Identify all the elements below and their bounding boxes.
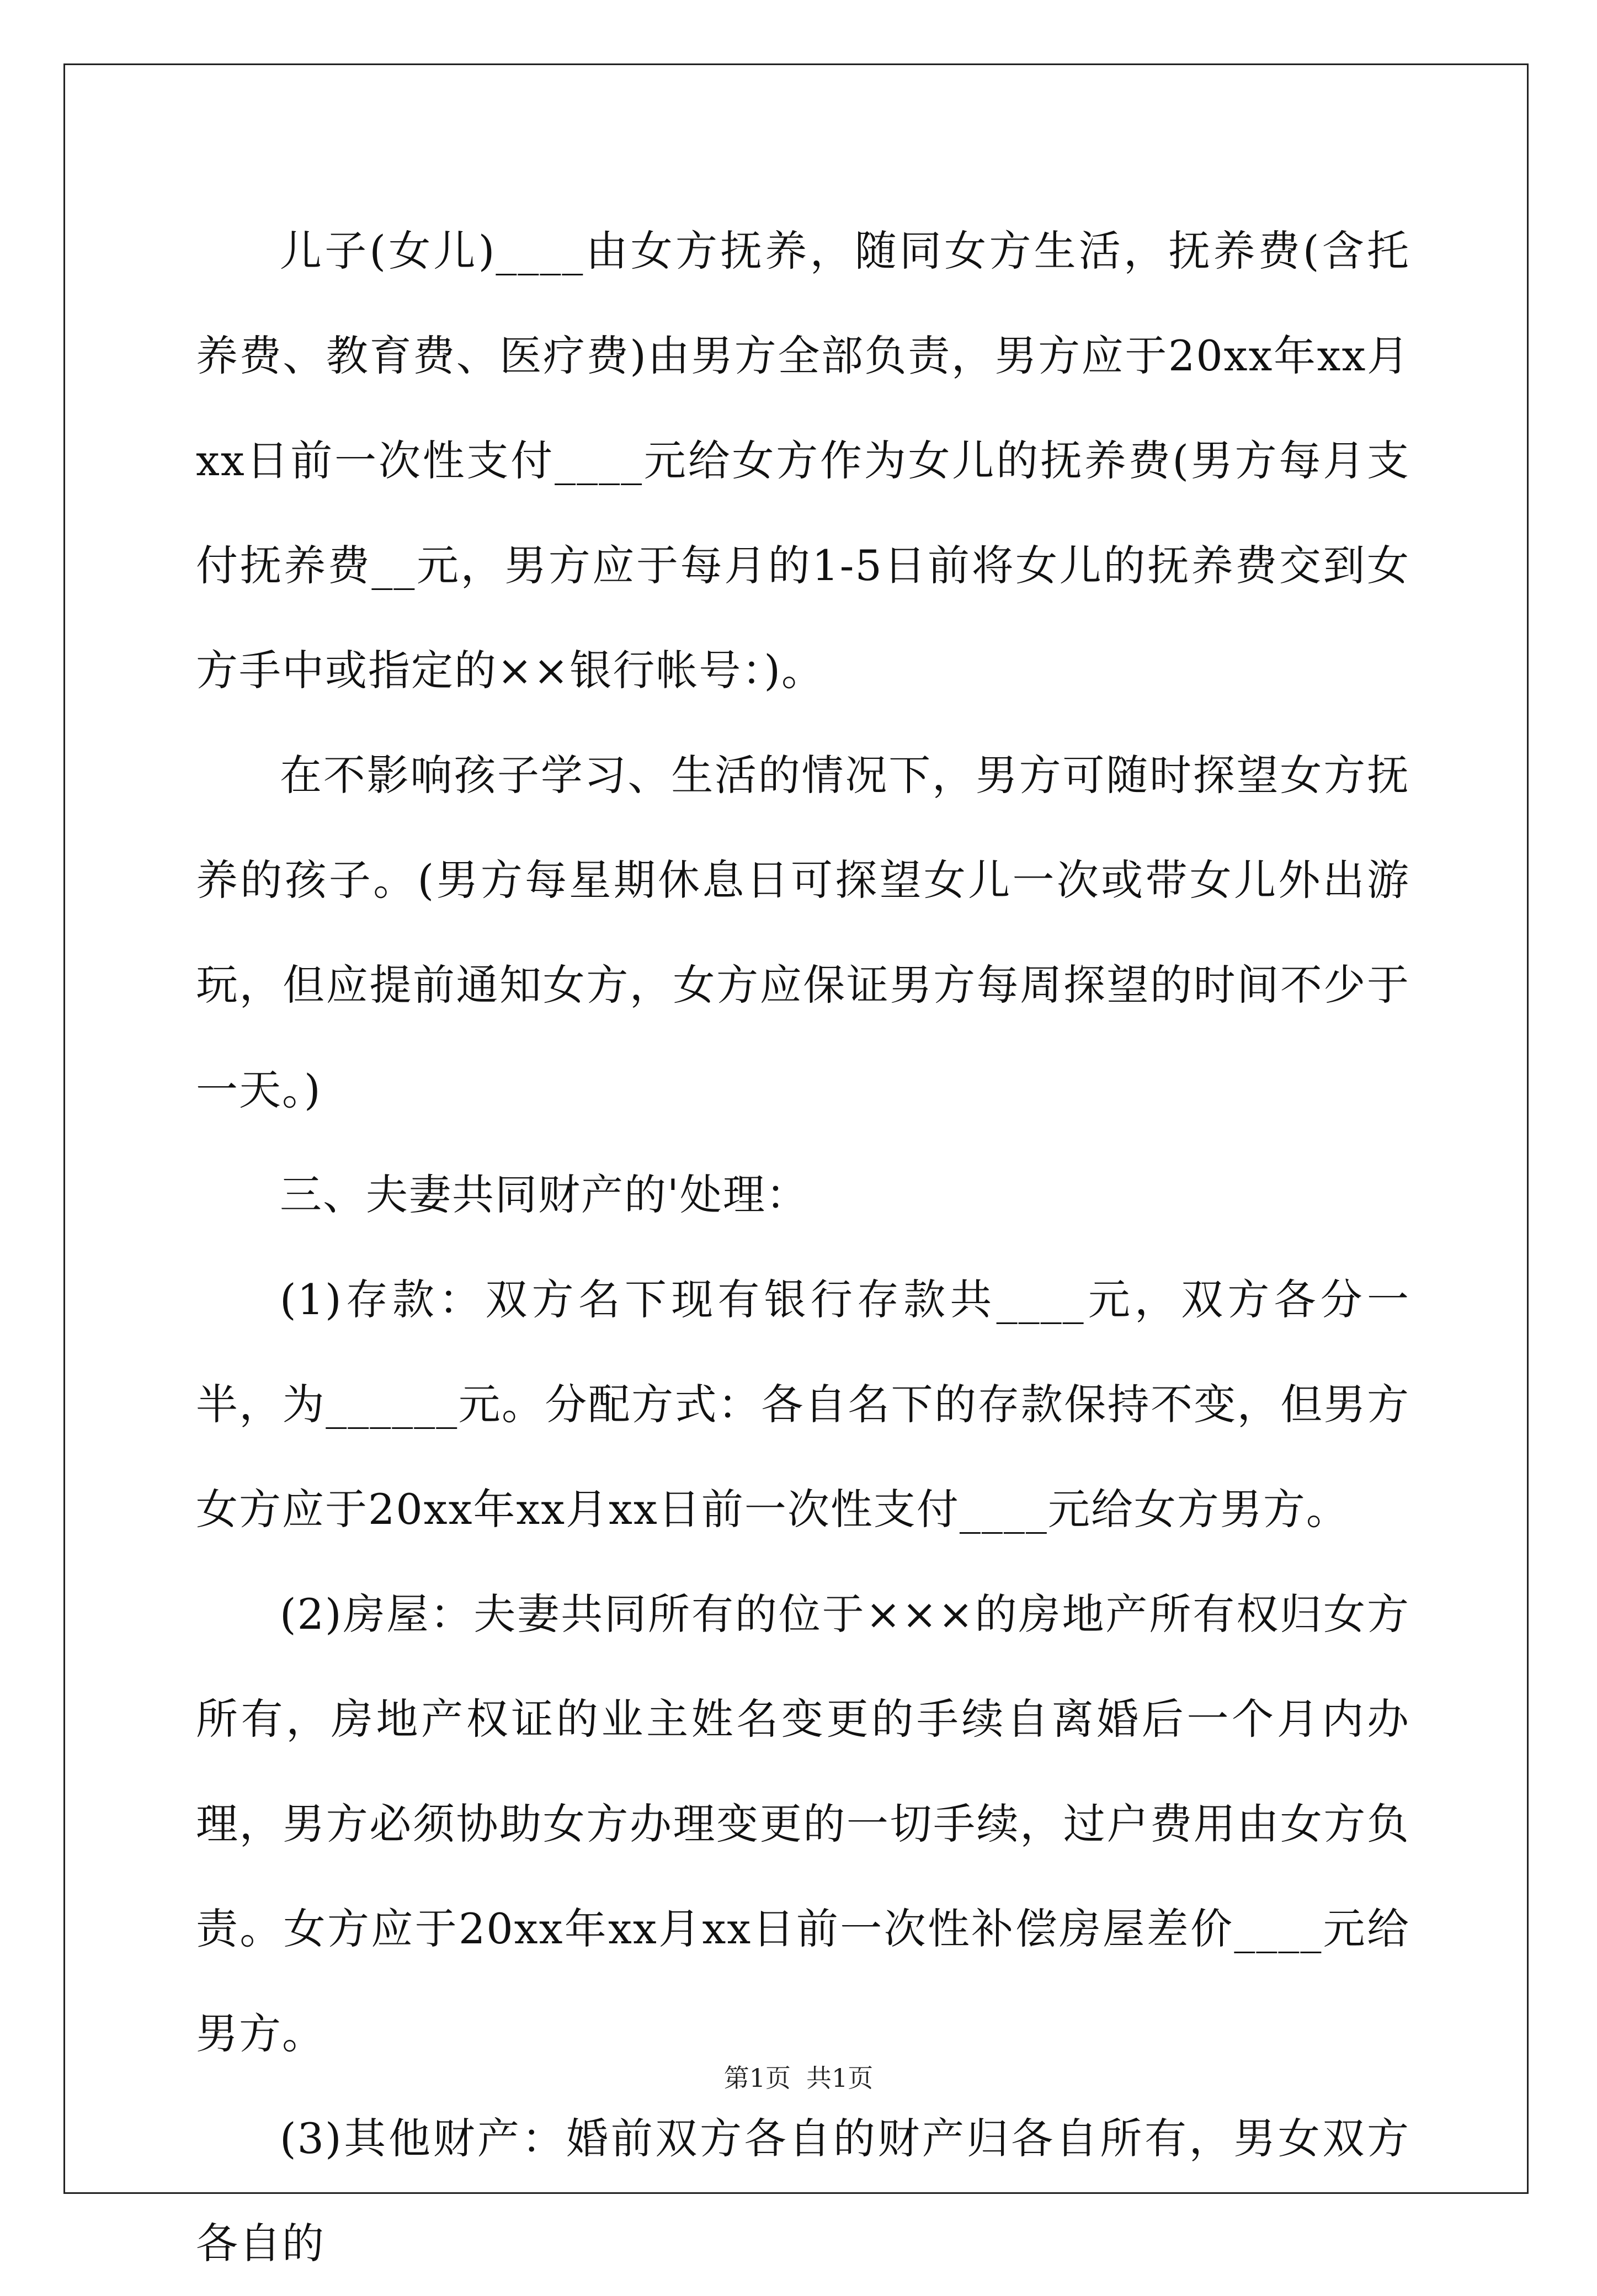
paragraph-other-property: (3)其他财产：婚前双方各自的财产归各自所有，男女双方各自的 <box>196 2114 1410 2268</box>
paragraph-child-custody: 儿子(女儿)____由女方抚养，随同女方生活，抚养费(含托养费、教育费、医疗费)由男方全部负责，男方应于20xx年xx月xx日前一次性支付____元给女方作为女儿的抚养费(男方每月支付抚养费__元，男方应于每月的1-5日前将女儿的抚养费交到女方手中或指定的××银行帐号：)。 <box>196 226 1410 695</box>
document-body <box>196 199 1410 2296</box>
page-footer <box>0 2061 1597 2095</box>
paragraph-visitation: 在不影响孩子学习、生活的情况下，男方可随时探望女方抚养的孩子。(男方每星期休息日可探望女儿一次或带女儿外出游玩，但应提前通知女方，女方应保证男方每周探望的时间不少于一天。) <box>196 751 1410 1114</box>
page-number-total: 共1页 <box>806 2063 874 2093</box>
paragraph-house: (2)房屋：夫妻共同所有的位于×××的房地产所有权归女方所有，房地产权证的业主姓名变更的手续自离婚后一个月内办理，男方必须协助女方办理变更的一切手续，过户费用由女方负责。女方应于20xx年xx月xx日前一次性补偿房屋差价____元给男方。 <box>196 1590 1410 2058</box>
section-heading-joint-property: 三、夫妻共同财产的'处理： <box>280 1170 809 1219</box>
page-number-current: 第1页 <box>723 2063 791 2093</box>
paragraph-savings: (1)存款：双方名下现有银行存款共____元，双方各分一半，为______元。分配方式：各自名下的存款保持不变，但男方女方应于20xx年xx月xx日前一次性支付____元给女方男方。 <box>196 1275 1410 1534</box>
